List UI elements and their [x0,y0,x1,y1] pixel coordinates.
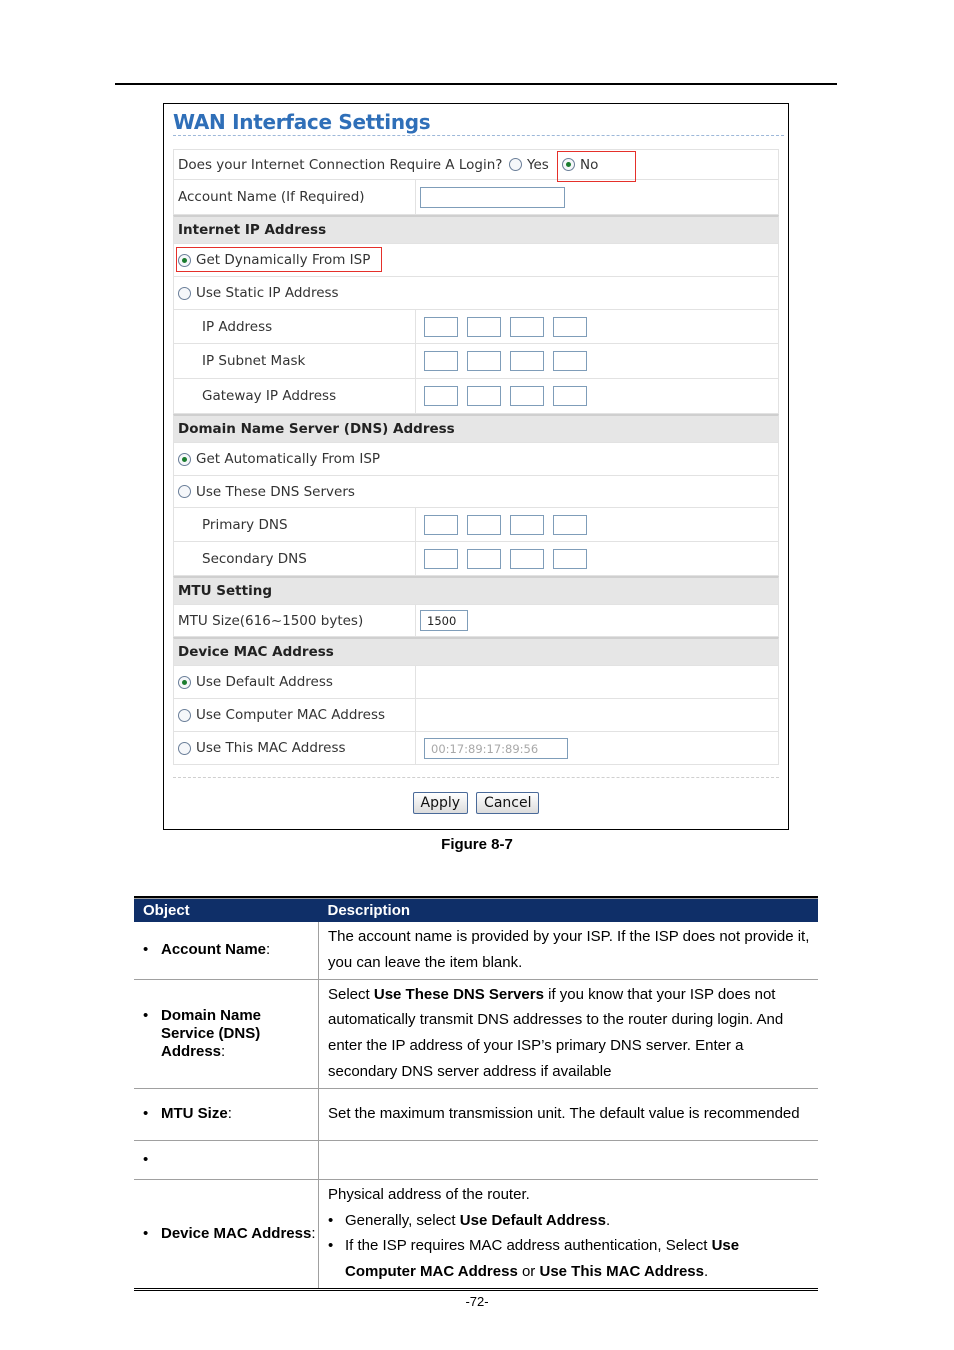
ip-address-fields [424,310,596,343]
gateway-label: Gateway IP Address [202,388,337,404]
title-divider [173,135,784,136]
bullet-icon: • [143,1224,149,1242]
get-dynamic-row [173,244,779,277]
account-name-row [173,180,779,215]
object-item [134,1151,318,1169]
section-title: MTU Setting [178,583,272,599]
column-divider [415,542,416,575]
login-question: Does your Internet Connection Require A Login? [178,156,503,173]
mac-address-input[interactable]: 00:17:89:17:89:56 [424,738,568,759]
settings-form [173,149,779,765]
header-description: Description [319,899,819,923]
description-cell [319,1179,819,1289]
gateway-fields [424,379,596,413]
description-cell [319,979,819,1088]
figure-caption: Figure 8-7 [441,836,513,853]
ip-octet-input[interactable] [553,351,587,371]
mtu-cell [420,605,468,636]
ip-octet-input[interactable] [510,317,544,337]
bullet-icon: • [143,941,149,959]
apply-button[interactable]: Apply [413,792,469,814]
primary-dns-label: Primary DNS [202,516,288,533]
mac-computer-row [173,699,779,732]
section-title: Device MAC Address [178,644,334,660]
mtu-input[interactable]: 1500 [420,610,468,631]
description-cell: The account name is provided by your ISP. If the ISP does not provide it, you can leave the item blank. [319,922,819,979]
secondary-dns-fields [424,542,596,575]
dns-auto-row [173,443,779,476]
desc-text: Physical address of the router. [328,1185,530,1203]
use-static-row [173,277,779,310]
login-row [173,149,779,180]
column-divider [415,699,416,731]
page-number: -72- [465,1294,489,1309]
use-static-option[interactable] [178,277,339,309]
ip-address-row [173,310,779,344]
mac-this-option[interactable] [178,732,346,764]
object-cell [134,1179,319,1289]
ip-octet-input[interactable] [467,351,501,371]
ip-octet-input[interactable] [424,317,458,337]
desc-bold: Use These DNS Servers [373,985,544,1003]
gateway-row [173,379,779,414]
column-divider [415,666,416,698]
object-name: Device MAC Address [161,1224,312,1242]
desc-text: Select [328,985,374,1003]
object-cell [134,1088,319,1140]
column-divider [415,379,416,413]
radio-icon[interactable] [178,709,191,722]
table-header [134,899,818,923]
highlight-box [557,151,636,182]
colon: : [227,1105,232,1123]
object-cell [134,1140,319,1179]
section-mac [173,637,779,666]
wan-settings-screenshot [163,103,789,830]
table-row [134,979,818,1088]
dns-manual-row [173,476,779,508]
ip-octet-input[interactable] [510,351,544,371]
object-name: Account Name [161,941,267,959]
table-row [134,1140,818,1179]
object-item [134,1225,318,1243]
column-divider [415,508,416,541]
dns-manual-option[interactable] [178,476,355,507]
header-rule [115,83,837,85]
description-cell [319,1140,819,1179]
mtu-label: MTU Size(616~1500 bytes) [178,612,364,629]
table-row [134,1179,818,1289]
table-row [134,922,818,979]
description-table [134,896,818,1291]
column-divider [415,605,416,636]
secondary-dns-row [173,542,779,576]
ip-octet-input[interactable] [467,386,501,406]
list-item [328,1233,810,1285]
mac-this-label: Use This MAC Address [196,740,346,756]
ip-octet-input[interactable] [510,386,544,406]
header-object: Object [134,899,319,923]
bullet-icon: • [143,1105,149,1123]
desc-text: Generally, select [345,1211,460,1229]
mac-default-label: Use Default Address [196,674,333,690]
section-dns [173,414,779,443]
radio-icon[interactable] [509,158,522,171]
mac-computer-label: Use Computer MAC Address [196,707,386,723]
object-item [134,1007,318,1061]
primary-dns-row [173,508,779,542]
table-row [134,1088,818,1140]
mac-default-row [173,666,779,699]
desc-bold: Use Default Address [459,1211,606,1229]
ip-octet-input[interactable] [424,515,458,535]
radio-icon[interactable] [178,742,191,755]
account-name-input[interactable] [420,187,565,208]
form-bottom-divider [173,777,779,778]
desc-bold: Use This MAC Address [539,1263,704,1281]
column-divider [415,180,416,214]
account-name-label: Account Name (If Required) [178,189,365,205]
colon: : [311,1224,316,1242]
ip-octet-input[interactable] [424,386,458,406]
column-divider [415,310,416,343]
radio-icon[interactable] [178,485,191,498]
primary-dns-fields [424,508,596,541]
account-name-cell [420,180,565,214]
mtu-row [173,605,779,637]
column-divider [415,344,416,378]
subnet-mask-label: IP Subnet Mask [202,353,306,369]
radio-selected-icon[interactable] [178,453,191,466]
get-dynamic-label: Get Dynamically From ISP [196,252,371,268]
object-item [134,1105,318,1123]
mac-cell [424,732,568,764]
desc-text: If the ISP requires MAC address authentication, Select [345,1237,712,1255]
colon: : [221,1042,226,1060]
wan-title: WAN Interface Settings [173,110,431,134]
ip-octet-input[interactable] [553,386,587,406]
bullet-icon: • [328,1237,334,1255]
button-row [164,792,788,814]
section-title: Internet IP Address [178,222,327,238]
login-yes-option[interactable] [509,157,549,173]
bullet-icon: • [143,1150,149,1168]
desc-text: . [703,1263,709,1281]
section-internet-ip [173,215,779,244]
section-title: Domain Name Server (DNS) Address [178,421,455,437]
ip-octet-input[interactable] [467,549,501,569]
ip-octet-input[interactable] [553,317,587,337]
object-name: Domain Name Service (DNS) Address [161,1006,262,1060]
ip-octet-input[interactable] [553,549,587,569]
object-name: MTU Size [161,1105,228,1123]
mac-this-row [173,732,779,765]
colon: : [266,941,271,959]
login-no-label: No [580,156,599,173]
use-static-label: Use Static IP Address [196,285,339,301]
desc-text: . [605,1211,611,1229]
ip-address-label: IP Address [202,318,273,335]
subnet-mask-fields [424,344,596,378]
dns-auto-option[interactable] [178,443,380,475]
subnet-mask-row [173,344,779,379]
secondary-dns-label: Secondary DNS [202,550,307,567]
ip-octet-input[interactable] [510,515,544,535]
login-yes-label: Yes [527,156,549,173]
object-cell [134,922,319,979]
bullet-icon: • [328,1211,334,1229]
ip-octet-input[interactable] [424,549,458,569]
object-cell [134,979,319,1088]
radio-selected-icon[interactable] [178,676,191,689]
radio-icon[interactable] [178,287,191,300]
dns-manual-label: Use These DNS Servers [196,483,355,500]
section-mtu [173,576,779,605]
highlight-box [176,247,382,272]
ip-octet-input[interactable] [553,515,587,535]
ip-octet-input[interactable] [510,549,544,569]
object-item [134,941,318,959]
ip-octet-input[interactable] [424,351,458,371]
description-cell: Set the maximum transmission unit. The default value is recommended [319,1088,819,1140]
cancel-button[interactable]: Cancel [476,792,539,814]
desc-text: if you know that your ISP does not automatically transmit DNS addresses to the router during login. And enter the IP address of your ISP’s primary DNS server. Enter a secondary DNS server address if available [328,985,784,1080]
list-item [328,1208,810,1234]
mac-default-option[interactable] [178,666,333,698]
ip-octet-input[interactable] [467,317,501,337]
mac-computer-option[interactable] [178,699,385,731]
desc-text: or [517,1263,540,1281]
dns-auto-label: Get Automatically From ISP [196,451,381,467]
desc-bold: Use Computer MAC Address [345,1237,740,1281]
ip-octet-input[interactable] [467,515,501,535]
column-divider [415,732,416,764]
bullet-icon: • [143,1006,149,1024]
